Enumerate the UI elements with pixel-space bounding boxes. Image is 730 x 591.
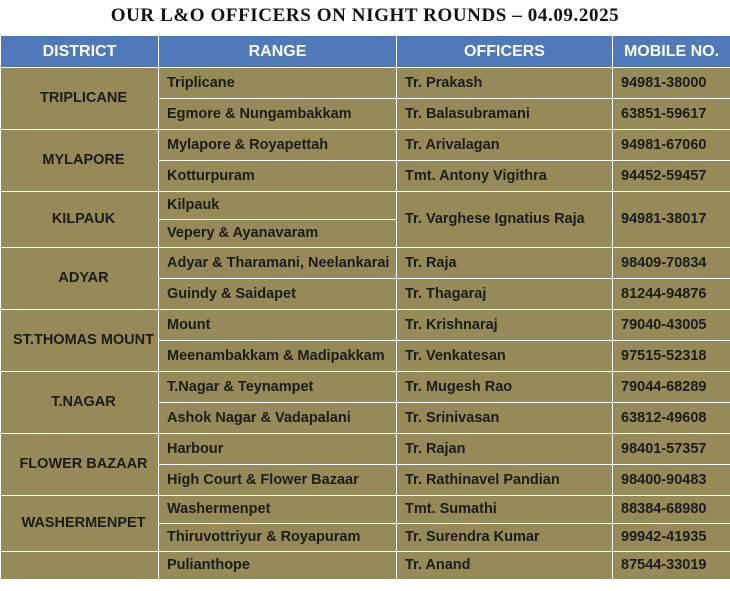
mobile-cell: 81244-94876 [613, 279, 730, 310]
mobile-cell: 94981-67060 [613, 130, 730, 161]
header-row [1, 36, 730, 68]
range-cell: Triplicane [159, 68, 397, 99]
district-cell: MYLAPORE [1, 130, 159, 192]
header-district: DISTRICT [1, 36, 159, 68]
mobile-cell: 79040-43005 [613, 310, 730, 341]
officer-cell: Tr. Balasubramani [397, 99, 613, 130]
district-cell: TRIPLICANE [1, 68, 159, 130]
range-cell: Washermenpet [159, 496, 397, 524]
table-row [1, 310, 730, 341]
range-cell: Thiruvottriyur & Royapuram [159, 524, 397, 552]
mobile-cell: 94981-38017 [613, 192, 730, 248]
range-cell: Egmore & Nungambakkam [159, 99, 397, 130]
mobile-cell: 98401-57357 [613, 434, 730, 465]
officer-cell: Tr. Venkatesan [397, 341, 613, 372]
officer-cell: Tmt. Antony Vigithra [397, 161, 613, 192]
district-cell: ST.THOMAS MOUNT [1, 310, 159, 372]
officer-cell: Tr. Surendra Kumar [397, 524, 613, 552]
range-cell: Guindy & Saidapet [159, 279, 397, 310]
mobile-cell: 63812-49608 [613, 403, 730, 434]
officer-cell: Tr. Thagaraj [397, 279, 613, 310]
table-row [1, 68, 730, 99]
officer-cell: Tr. Arivalagan [397, 130, 613, 161]
range-cell: Pulianthope [159, 552, 397, 580]
mobile-cell: 94981-38000 [613, 68, 730, 99]
range-cell: T.Nagar & Teynampet [159, 372, 397, 403]
mobile-cell: 99942-41935 [613, 524, 730, 552]
table-row [1, 248, 730, 279]
mobile-cell: 97515-52318 [613, 341, 730, 372]
header-officers: OFFICERS [397, 36, 613, 68]
mobile-cell: 63851-59617 [613, 99, 730, 130]
district-cell: KILPAUK [1, 192, 159, 248]
range-cell: High Court & Flower Bazaar [159, 465, 397, 496]
range-cell: Adyar & Tharamani, Neelankarai [159, 248, 397, 279]
range-cell: Kilpauk [159, 192, 397, 220]
officer-cell: Tr. Anand [397, 552, 613, 580]
table-row [1, 496, 730, 524]
range-cell: Ashok Nagar & Vadapalani [159, 403, 397, 434]
range-cell: Meenambakkam & Madipakkam [159, 341, 397, 372]
table-row [1, 552, 730, 580]
district-cell: WASHERMENPET [1, 496, 159, 552]
mobile-cell: 79044-68289 [613, 372, 730, 403]
table-row [1, 434, 730, 465]
header-mobile: MOBILE NO. [613, 36, 730, 68]
officer-cell: Tr. Krishnaraj [397, 310, 613, 341]
range-cell: Mylapore & Royapettah [159, 130, 397, 161]
page-title: OUR L&O OFFICERS ON NIGHT ROUNDS – 04.09.2025 [110, 5, 620, 26]
district-cell [1, 552, 159, 580]
officers-table [0, 35, 730, 580]
mobile-cell: 87544-33019 [613, 552, 730, 580]
officer-cell: Tr. Varghese Ignatius Raja [397, 192, 613, 248]
officer-cell: Tr. Rajan [397, 434, 613, 465]
table-row [1, 130, 730, 161]
officer-cell: Tr. Srinivasan [397, 403, 613, 434]
range-cell: Kotturpuram [159, 161, 397, 192]
table-row [1, 372, 730, 403]
range-cell: Vepery & Ayanavaram [159, 220, 397, 248]
district-cell: FLOWER BAZAAR [1, 434, 159, 496]
officer-cell: Tr. Rathinavel Pandian [397, 465, 613, 496]
mobile-cell: 98400-90483 [613, 465, 730, 496]
officer-cell: Tmt. Sumathi [397, 496, 613, 524]
officer-cell: Tr. Mugesh Rao [397, 372, 613, 403]
officer-cell: Tr. Prakash [397, 68, 613, 99]
mobile-cell: 94452-59457 [613, 161, 730, 192]
mobile-cell: 98409-70834 [613, 248, 730, 279]
table-row [1, 192, 730, 220]
header-range: RANGE [159, 36, 397, 68]
range-cell: Mount [159, 310, 397, 341]
range-cell: Harbour [159, 434, 397, 465]
officer-cell: Tr. Raja [397, 248, 613, 279]
mobile-cell: 88384-68980 [613, 496, 730, 524]
district-cell: T.NAGAR [1, 372, 159, 434]
district-cell: ADYAR [1, 248, 159, 310]
